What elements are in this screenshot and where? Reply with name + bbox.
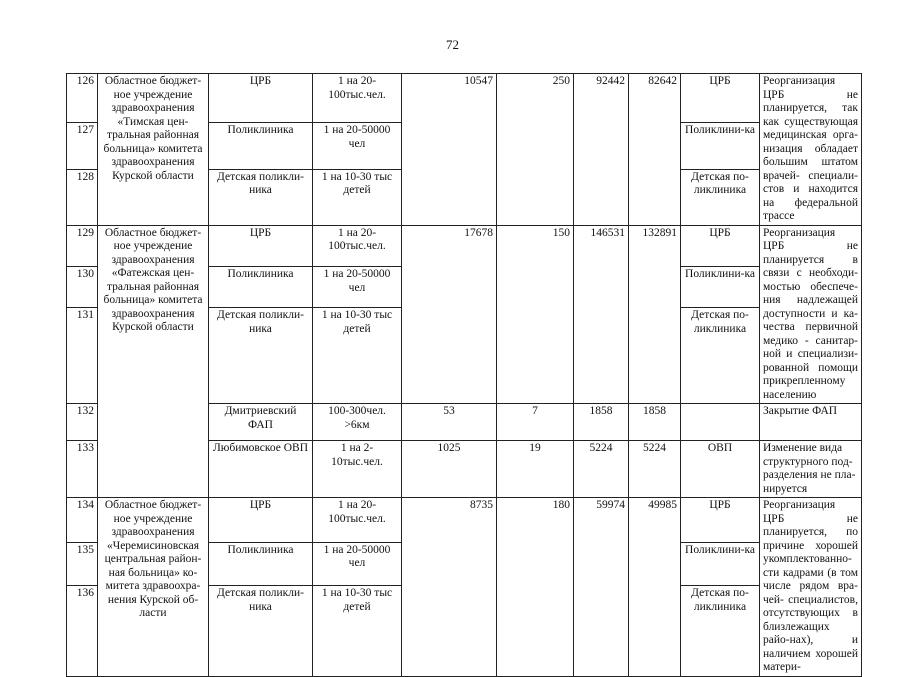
new-facility-type: Детская по-ликлиника xyxy=(681,586,760,676)
population-total: 1025 xyxy=(402,441,497,498)
value-col8: 1858 xyxy=(629,404,681,441)
value-col7: 92442 xyxy=(574,74,629,226)
reorganization-note: Реорганизация ЦРБ не планируется, по причине хорошей укомплектованно-сти кадрами (в том числе рядом вра-чей- специалистов, отсутствующих в близлежащих райо-нах), и наличием хорошей матери- xyxy=(760,498,862,677)
row-number: 129 xyxy=(67,225,98,267)
value-col8: 49985 xyxy=(629,498,681,677)
value-col6: 180 xyxy=(497,498,574,677)
facility-type: ЦРБ xyxy=(209,225,313,267)
value-col6: 19 xyxy=(497,441,574,498)
reorganization-note: Реорганизация ЦРБ не планируется, так как существующая медицинская орга-низация обладает большим штатом врачей- специали-стов и находится на федеральной трассе xyxy=(760,74,862,226)
facility-type: Поликлиника xyxy=(209,123,313,170)
row-number: 128 xyxy=(67,169,98,225)
facility-norm: 1 на 20-50000 чел xyxy=(313,267,402,308)
new-facility-type: Поликлини-ка xyxy=(681,267,760,308)
facility-norm: 1 на 20-100тыс.чел. xyxy=(313,498,402,543)
facility-type: ЦРБ xyxy=(209,74,313,123)
row-number: 133 xyxy=(67,441,98,498)
row-number: 130 xyxy=(67,267,98,308)
new-facility-type: Поликлини-ка xyxy=(681,542,760,585)
value-col7: 1858 xyxy=(574,404,629,441)
facility-norm: 1 на 10-30 тыс детей xyxy=(313,308,402,404)
organization-name: Областное бюджет-ное учреждение здравоохранения «Фатежская цен-тральная районная больница» комитета здравоохранения Курской области xyxy=(98,225,209,498)
facility-type: Дмитриевский ФАП xyxy=(209,404,313,441)
row-number: 126 xyxy=(67,74,98,123)
reorganization-note: Изменение вида структурного под-разделения не пла-нируется xyxy=(760,441,862,498)
facility-norm: 1 на 20-100тыс.чел. xyxy=(313,74,402,123)
population-total: 53 xyxy=(402,404,497,441)
value-col7: 146531 xyxy=(574,225,629,404)
facility-type: ЦРБ xyxy=(209,498,313,543)
facility-norm: 1 на 20-100тыс.чел. xyxy=(313,225,402,267)
facility-norm: 1 на 2-10тыс.чел. xyxy=(313,441,402,498)
row-number: 131 xyxy=(67,308,98,404)
value-col8: 82642 xyxy=(629,74,681,226)
facility-type: Поликлиника xyxy=(209,542,313,585)
row-number: 134 xyxy=(67,498,98,543)
population-total: 10547 xyxy=(402,74,497,226)
population-total: 17678 xyxy=(402,225,497,404)
facility-type: Детская поликли-ника xyxy=(209,586,313,676)
new-facility-type: Детская по-ликлиника xyxy=(681,308,760,404)
facility-type: Поликлиника xyxy=(209,267,313,308)
table-row xyxy=(67,74,862,123)
value-col6: 250 xyxy=(497,74,574,226)
facility-type: Любимовское ОВП xyxy=(209,441,313,498)
row-number: 127 xyxy=(67,123,98,170)
facility-norm: 100-300чел. >6км xyxy=(313,404,402,441)
row-number: 135 xyxy=(67,542,98,585)
value-col8: 132891 xyxy=(629,225,681,404)
new-facility-type: ЦРБ xyxy=(681,74,760,123)
organization-name: Областное бюджет-ное учреждение здравоохранения «Черемисиновская центральная район-ная больница» ко-митета здравоохра-нения Курской об-ласти xyxy=(98,498,209,677)
facility-type: Детская поликли-ника xyxy=(209,308,313,404)
row-number: 136 xyxy=(67,586,98,676)
facility-norm: 1 на 20-50000 чел xyxy=(313,542,402,585)
new-facility-type: ЦРБ xyxy=(681,498,760,543)
table-row xyxy=(67,498,862,543)
new-facility-type: Детская по-ликлиника xyxy=(681,169,760,225)
facility-norm: 1 на 10-30 тыс детей xyxy=(313,169,402,225)
new-facility-type: ЦРБ xyxy=(681,225,760,267)
value-col7: 5224 xyxy=(574,441,629,498)
value-col6: 150 xyxy=(497,225,574,404)
reorganization-note: Реорганизация ЦРБ не планируется в связи с необходи-мостью обеспече-ния надлежащей доступности и ка-чества первичной медико - санитар-ной и специализи-рованной помощи прикрепленному населению xyxy=(760,225,862,404)
value-col7: 59974 xyxy=(574,498,629,677)
value-col6: 7 xyxy=(497,404,574,441)
facilities-table xyxy=(66,73,862,677)
facility-norm: 1 на 10-30 тыс детей xyxy=(313,586,402,676)
new-facility-type xyxy=(681,404,760,441)
value-col8: 5224 xyxy=(629,441,681,498)
facility-type: Детская поликли-ника xyxy=(209,169,313,225)
new-facility-type: Поликлини-ка xyxy=(681,123,760,170)
row-number: 132 xyxy=(67,404,98,441)
reorganization-note: Закрытие ФАП xyxy=(760,404,862,441)
organization-name: Областное бюджет-ное учреждение здравоохранения «Тимская цен-тральная районная больница» комитета здравоохранения Курской области xyxy=(98,74,209,226)
table-row xyxy=(67,225,862,267)
population-total: 8735 xyxy=(402,498,497,677)
page-number: 72 xyxy=(446,37,459,52)
facility-norm: 1 на 20-50000 чел xyxy=(313,123,402,170)
new-facility-type: ОВП xyxy=(681,441,760,498)
